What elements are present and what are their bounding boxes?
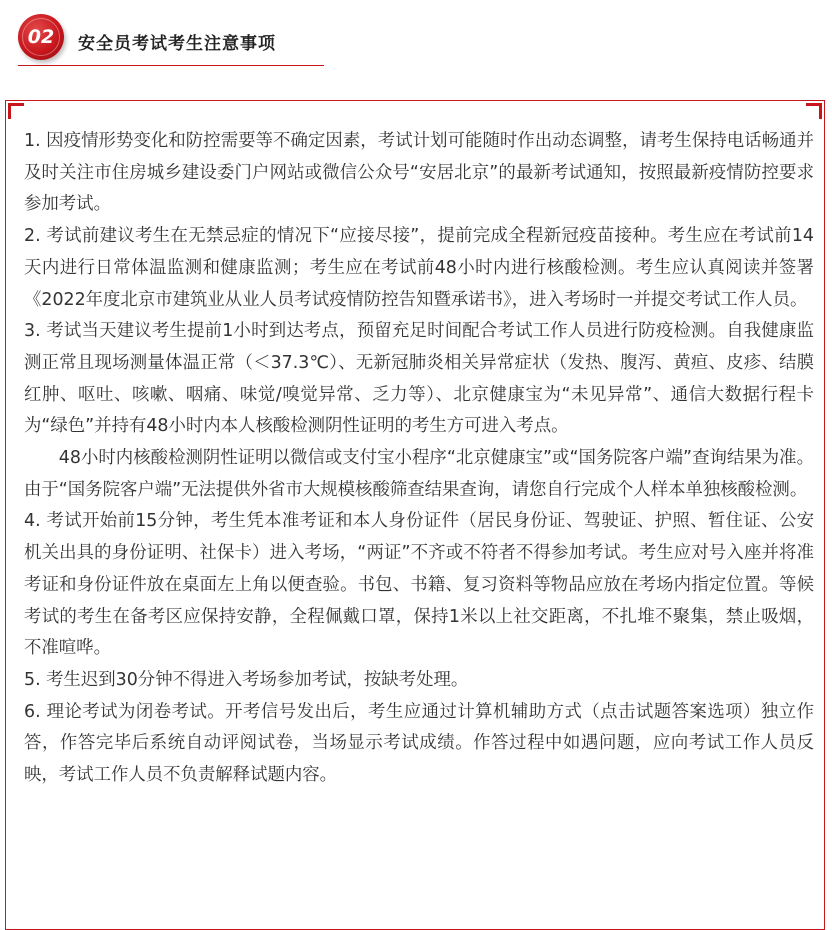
section-number: 02 (27, 26, 55, 48)
notice-item-4: 4. 考试开始前15分钟，考生凭本准考证和本人身份证件（居民身份证、驾驶证、护照、暂住证、公安机关出具的身份证明、社保卡）进入考场，“两证”不齐或不符者不得参加考试。考生应对号入座并将准考证和身份证件放在桌面左上角以便查验。书包、书籍、复习资料等物品应放在考场内指定位置。等候考试的考生在备考区应保持安静，全程佩戴口罩，保持1米以上社交距离，不扎堆不聚集，禁止吸烟，不准喧哗。 (24, 511, 814, 659)
notice-item-6: 6. 理论考试为闭卷考试。开考信号发出后，考生应通过计算机辅助方式（点击试题答案选项）独立作答，作答完毕后系统自动评阅试卷，当场显示考试成绩。作答过程中如遇问题，应向考试工作人员反映，考试工作人员不负责解释试题内容。 (24, 701, 814, 786)
notice-item-3-note: 48小时内核酸检测阴性证明以微信或支付宝小程序“北京健康宝”或“国务院客户端”查询结果为准。由于“国务院客户端”无法提供外省市大规模核酸筛查结果查询，请您自行完成个人样本单独核酸检测。 (24, 448, 814, 500)
notice-item-2: 2. 考试前建议考生在无禁忌症的情况下“应接尽接”，提前完成全程新冠疫苗接种。考生应在考试前14天内进行日常体温监测和健康监测；考生应在考试前48小时内进行核酸检测。考生应认真阅读并签署《2022年度北京市建筑业从业人员考试疫情防控告知暨承诺书》，进入考场时一并提交考试工作人员。 (24, 226, 814, 310)
frame-corner-top-left (8, 103, 24, 119)
notice-body (24, 126, 814, 792)
section-header (0, 0, 832, 70)
notice-item-5: 5. 考生迟到30分钟不得进入考场参加考试，按缺考处理。 (24, 669, 469, 690)
section-number-badge (18, 14, 64, 60)
section-title: 安全员考试考生注意事项 (78, 34, 276, 54)
frame-corner-top-right (806, 103, 822, 119)
title-underline (18, 65, 324, 66)
notice-item-3: 3. 考试当天建议考生提前1小时到达考点，预留充足时间配合考试工作人员进行防疫检测。自我健康监测正常且现场测量体温正常（＜37.3℃）、无新冠肺炎相关异常症状（发热、腹泻、黄疸、皮疹、结膜红肿、呕吐、咳嗽、咽痛、味觉/嗅觉异常、乏力等）、北京健康宝为“未见异常”、通信大数据行程卡为“绿色”并持有48小时内本人核酸检测阴性证明的考生方可进入考点。 (24, 321, 814, 437)
notice-item-1: 1. 因疫情形势变化和防控需要等不确定因素，考试计划可能随时作出动态调整，请考生保持电话畅通并及时关注市住房城乡建设委门户网站或微信公众号“安居北京”的最新考试通知，按照最新疫情防控要求参加考试。 (24, 131, 814, 215)
